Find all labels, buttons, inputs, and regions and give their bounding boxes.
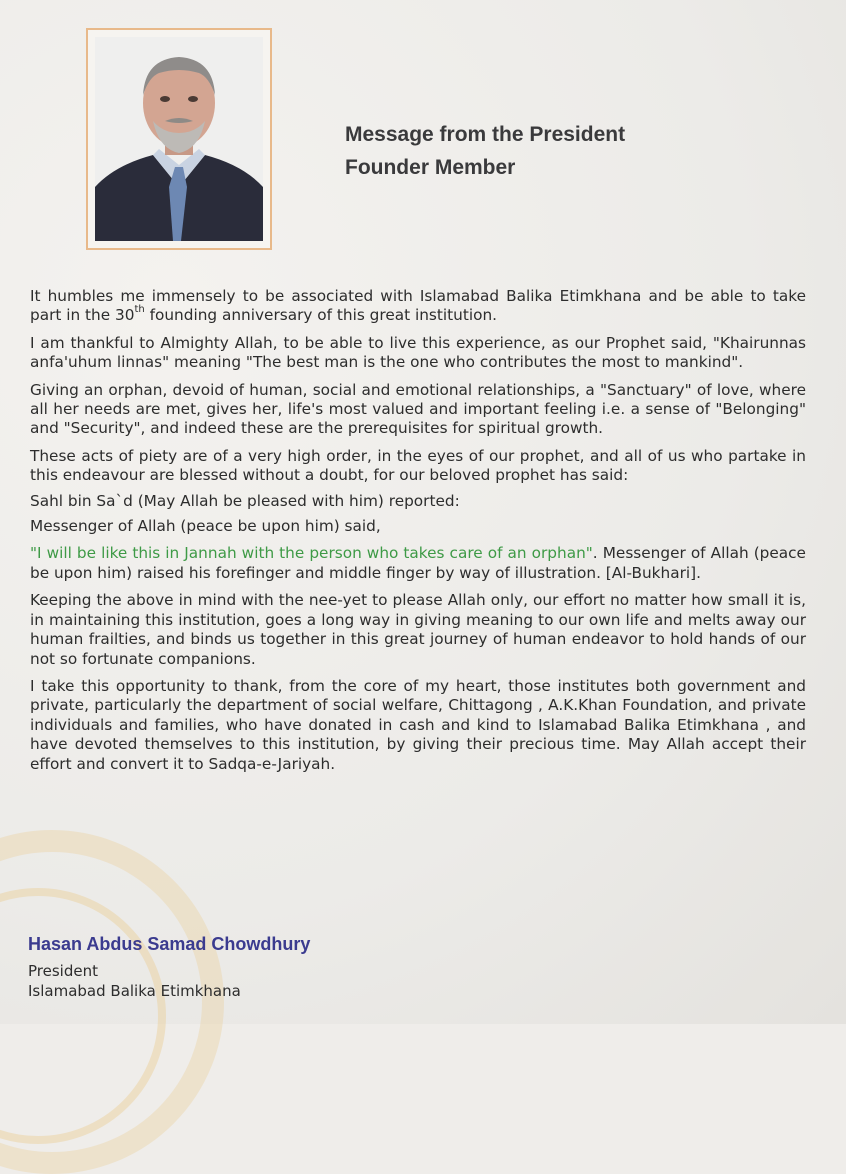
paragraph-1-text-end: founding anniversary of this great institution. bbox=[144, 306, 497, 325]
portrait-illustration bbox=[95, 37, 263, 241]
heading-line-1: Message from the President bbox=[345, 123, 626, 146]
paragraph-5: Sahl bin Sa`d (May Allah be pleased with him) reported: bbox=[30, 491, 460, 510]
paragraph-6: Messenger of Allah (peace be upon him) said, bbox=[30, 517, 381, 536]
president-photo-frame bbox=[86, 28, 272, 250]
paragraph-7-text: . Messenger of Allah (peace be upon him) raised his forefinger and middle finger by way of illustration. [Al-Bukhari]. bbox=[30, 544, 806, 582]
signatory-title: President bbox=[28, 962, 98, 980]
paragraph-4: These acts of piety are of a very high order, in the eyes of our prophet, and all of us who partake in this endeavour are blessed without a doubt, for our beloved prophet has said: bbox=[30, 446, 806, 485]
paragraph-8: Keeping the above in mind with the nee-yet to please Allah only, our effort no matter how small it is, in maintaining this institution, goes a long way in giving meaning to our own life and melts away our human frailties, and binds us together in this great journey of human endeavor to hold hands of our not so fortunate companions. bbox=[30, 591, 806, 668]
paragraph-3: Giving an orphan, devoid of human, social and emotional relationships, a "Sanctuary" of love, where all her needs are met, gives her, life's most valued and important feeling i.e. a sense of "Belonging" and "Security", and indeed these are the prerequisites for spiritual growth. bbox=[30, 380, 806, 438]
paragraph-1-text: It humbles me immensely to be associated with Islamabad Balika Etimkhana and be able to take part in the 30 bbox=[30, 287, 806, 325]
message-body bbox=[30, 287, 806, 782]
signatory-name: Hasan Abdus Samad Chowdhury bbox=[28, 934, 311, 954]
heading-line-2: Founder Member bbox=[345, 156, 516, 179]
paragraph-9: I take this opportunity to thank, from the core of my heart, those institutes both government and private, particularly the department of social welfare, Chittagong , A.K.Khan Foundation, and private individuals and families, who have donated in cash and kind to Islamabad Balika Etimkhana , and have devoted themselves to this institution, by giving their precious time. May Allah accept their effort and convert it to Sadqa-e-Jariyah. bbox=[30, 676, 806, 773]
ordinal-suffix: th bbox=[134, 304, 145, 316]
paragraph-1 bbox=[30, 287, 806, 326]
president-photo bbox=[95, 37, 263, 241]
paragraph-2: I am thankful to Almighty Allah, to be able to live this experience, as our Prophet said, "Khairunnas anfa'uhum linnas" meaning "The best man is the one who contributes the most to mankind". bbox=[30, 333, 806, 372]
hadith-quote: "I will be like this in Jannah with the person who takes care of an orphan" bbox=[30, 544, 593, 563]
signatory-organization: Islamabad Balika Etimkhana bbox=[28, 982, 241, 1000]
signature-block bbox=[28, 934, 310, 1001]
paragraph-7 bbox=[30, 544, 806, 583]
message-heading bbox=[345, 118, 625, 184]
